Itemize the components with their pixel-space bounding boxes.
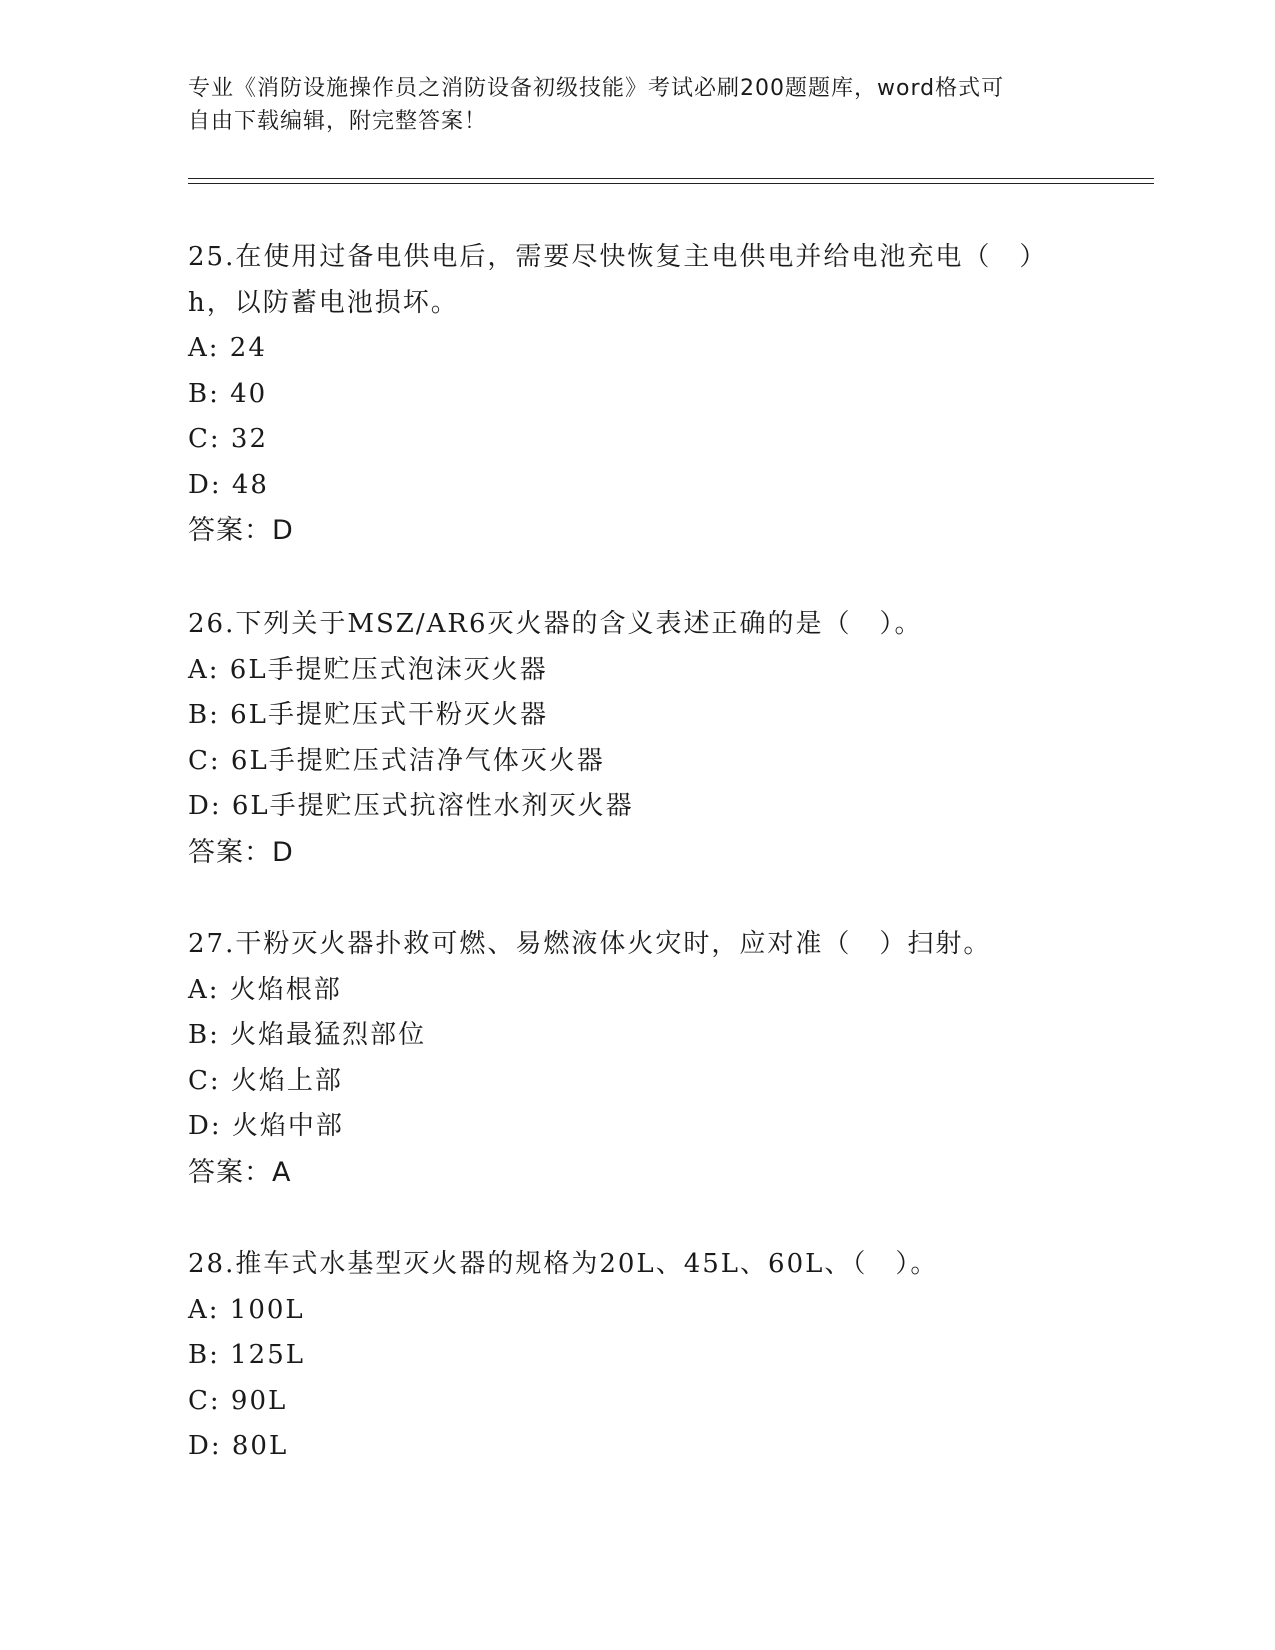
document-header [188,72,1088,138]
answer: 答案：D [188,836,294,868]
header-line-2: 自由下载编辑，附完整答案！ [188,109,488,134]
option-d: D: 80L [188,1431,289,1461]
answer: 答案：A [188,1156,292,1188]
answer: 答案：D [188,515,294,546]
option-a: A: 火焰根部 [188,974,342,1005]
option-a: A: 24 [188,333,267,363]
header-divider-bottom [188,183,1154,184]
option-c: C: 90L [188,1385,288,1416]
header-divider-top [188,178,1154,179]
option-d: D: 火焰中部 [188,1111,344,1141]
option-b: B: 125L [188,1340,306,1370]
option-c: C: 火焰上部 [188,1065,343,1096]
option-d: D: 6L手提贮压式抗溶性水剂灭火器 [188,791,634,821]
question-26 [188,602,1088,875]
question-28 [188,1242,1088,1470]
option-d: D: 48 [188,469,269,500]
question-stem: 26.下列关于MSZ/AR6灭火器的含义表述正确的是（ ）。 [188,609,923,639]
option-c: C: 32 [188,424,269,454]
question-27 [188,922,1088,1195]
header-line-1: 专业《消防设施操作员之消防设备初级技能》考试必刷200题题库，word格式可 [188,76,1005,101]
question-stem: 27.干粉灭火器扑救可燃、易燃液体火灾时，应对准（ ）扫射。 [188,929,992,959]
question-stem: 25.在使用过备电供电后，需要尽快恢复主电供电并给电池充电（ ） [188,242,1048,272]
option-a: A: 6L手提贮压式泡沫灭火器 [188,654,548,685]
option-c: C: 6L手提贮压式洁净气体灭火器 [188,745,605,776]
option-b: B: 40 [188,378,268,409]
option-b: B: 火焰最猛烈部位 [188,1020,427,1050]
option-b: B: 6L手提贮压式干粉灭火器 [188,700,548,730]
question-stem-continued: h，以防蓄电池损坏。 [188,287,459,318]
question-25 [188,235,1088,554]
option-a: A: 100L [188,1294,305,1325]
question-stem: 28.推车式水基型灭火器的规格为20L、45L、60L、（ ）。 [188,1249,939,1279]
